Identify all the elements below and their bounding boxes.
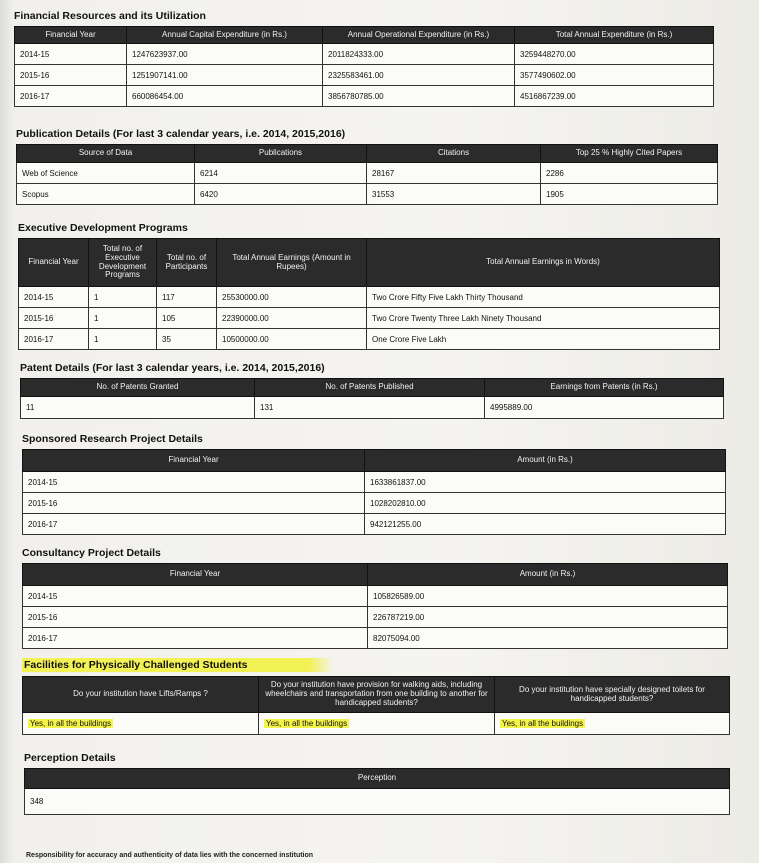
perception-title: Perception Details bbox=[24, 752, 116, 764]
publication-table bbox=[16, 144, 718, 205]
consultancy-table bbox=[22, 563, 728, 649]
sponsored-cell: 2014-15 bbox=[23, 472, 365, 493]
patent-header-published: No. of Patents Published bbox=[255, 379, 485, 397]
facilities-table bbox=[22, 676, 730, 735]
financial-section bbox=[14, 10, 714, 107]
table-row bbox=[23, 586, 728, 607]
executive-cell: 35 bbox=[157, 329, 217, 350]
executive-header-participants: Total no. of Participants bbox=[157, 239, 217, 287]
publication-header-citations: Citations bbox=[367, 145, 541, 163]
facilities-cell-toilets bbox=[495, 713, 730, 735]
publication-header-top-cited: Top 25 % Highly Cited Papers bbox=[541, 145, 718, 163]
financial-title: Financial Resources and its Utilization bbox=[14, 10, 206, 22]
executive-cell: Two Crore Twenty Three Lakh Ninety Thousand bbox=[367, 308, 720, 329]
facilities-title: Facilities for Physically Challenged Students bbox=[22, 658, 334, 672]
executive-header-year: Financial Year bbox=[19, 239, 89, 287]
executive-header-words: Total Annual Earnings in Words) bbox=[367, 239, 720, 287]
financial-cell: 2014-15 bbox=[15, 44, 127, 65]
consultancy-cell: 2016-17 bbox=[23, 628, 368, 649]
sponsored-cell: 942121255.00 bbox=[365, 514, 726, 535]
sponsored-cell: 2016-17 bbox=[23, 514, 365, 535]
executive-title: Executive Development Programs bbox=[18, 222, 188, 234]
patent-cell: 11 bbox=[21, 397, 255, 419]
financial-cell: 2015-16 bbox=[15, 65, 127, 86]
publication-header-source: Source of Data bbox=[17, 145, 195, 163]
consultancy-title: Consultancy Project Details bbox=[22, 547, 161, 559]
financial-cell: 660086454.00 bbox=[127, 86, 323, 107]
table-row bbox=[23, 713, 730, 735]
footer-note: Responsibility for accuracy and authenticity of data lies with the concerned institution bbox=[26, 852, 314, 859]
financial-cell: 3856780785.00 bbox=[323, 86, 515, 107]
financial-header-operational: Annual Operational Expenditure (in Rs.) bbox=[323, 27, 515, 44]
sponsored-cell: 1633861837.00 bbox=[365, 472, 726, 493]
financial-cell: 2016-17 bbox=[15, 86, 127, 107]
financial-table bbox=[14, 26, 714, 107]
publication-cell: 6420 bbox=[195, 184, 367, 205]
facilities-header-lifts: Do your institution have Lifts/Ramps ? bbox=[23, 677, 259, 713]
executive-cell: 22390000.00 bbox=[217, 308, 367, 329]
consultancy-cell: 2015-16 bbox=[23, 607, 368, 628]
executive-header-earnings: Total Annual Earnings (Amount in Rupees) bbox=[217, 239, 367, 287]
patent-header-granted: No. of Patents Granted bbox=[21, 379, 255, 397]
facilities-value: Yes, in all the buildings bbox=[502, 719, 584, 728]
executive-cell: 2014-15 bbox=[19, 287, 89, 308]
executive-cell: 10500000.00 bbox=[217, 329, 367, 350]
executive-cell: 117 bbox=[157, 287, 217, 308]
publication-section bbox=[16, 128, 718, 205]
facilities-section bbox=[22, 658, 730, 735]
consultancy-cell: 2014-15 bbox=[23, 586, 368, 607]
facilities-value: Yes, in all the buildings bbox=[266, 719, 348, 728]
executive-cell: 1 bbox=[89, 308, 157, 329]
consultancy-cell: 105826589.00 bbox=[368, 586, 728, 607]
publication-cell: 31553 bbox=[367, 184, 541, 205]
perception-header: Perception bbox=[25, 769, 730, 789]
table-row bbox=[15, 65, 714, 86]
executive-cell: 2016-17 bbox=[19, 329, 89, 350]
patent-title: Patent Details (For last 3 calendar years, i.e. 2014, 2015,2016) bbox=[20, 362, 325, 374]
patent-cell: 131 bbox=[255, 397, 485, 419]
table-row bbox=[15, 44, 714, 65]
financial-cell: 1251907141.00 bbox=[127, 65, 323, 86]
publication-cell: 1905 bbox=[541, 184, 718, 205]
sponsored-cell: 2015-16 bbox=[23, 493, 365, 514]
executive-cell: 2015-16 bbox=[19, 308, 89, 329]
financial-cell: 1247623937.00 bbox=[127, 44, 323, 65]
table-row bbox=[21, 397, 724, 419]
facilities-header-toilets: Do your institution have specially designed toilets for handicapped students? bbox=[495, 677, 730, 713]
executive-header-programs: Total no. of Executive Development Programs bbox=[89, 239, 157, 287]
facilities-cell-walking-aids bbox=[259, 713, 495, 735]
financial-header-capital: Annual Capital Expenditure (in Rs.) bbox=[127, 27, 323, 44]
sponsored-title: Sponsored Research Project Details bbox=[22, 433, 203, 445]
sponsored-cell: 1028202810.00 bbox=[365, 493, 726, 514]
table-row bbox=[19, 329, 720, 350]
table-row bbox=[23, 514, 726, 535]
table-row bbox=[15, 86, 714, 107]
table-row bbox=[23, 472, 726, 493]
financial-cell: 2011824333.00 bbox=[323, 44, 515, 65]
perception-cell: 348 bbox=[25, 789, 730, 815]
publication-header-publications: Publications bbox=[195, 145, 367, 163]
consultancy-section bbox=[22, 547, 728, 649]
executive-cell: 25530000.00 bbox=[217, 287, 367, 308]
financial-header-year: Financial Year bbox=[15, 27, 127, 44]
consultancy-header-year: Financial Year bbox=[23, 564, 368, 586]
facilities-value: Yes, in all the buildings bbox=[30, 719, 112, 728]
publication-cell: Scopus bbox=[17, 184, 195, 205]
patent-cell: 4995889.00 bbox=[485, 397, 724, 419]
executive-cell: 105 bbox=[157, 308, 217, 329]
executive-section bbox=[18, 222, 720, 350]
table-row bbox=[17, 184, 718, 205]
publication-title: Publication Details (For last 3 calendar years, i.e. 2014, 2015,2016) bbox=[16, 128, 346, 140]
financial-header-total: Total Annual Expenditure (in Rs.) bbox=[515, 27, 714, 44]
facilities-header-walking-aids: Do your institution have provision for walking aids, including wheelchairs and transportation from one building to another for handicapped students? bbox=[259, 677, 495, 713]
table-row bbox=[17, 163, 718, 184]
perception-section bbox=[24, 752, 730, 815]
financial-cell: 2325583461.00 bbox=[323, 65, 515, 86]
table-row bbox=[25, 789, 730, 815]
perception-table bbox=[24, 768, 730, 815]
patent-table bbox=[20, 378, 724, 419]
patent-section bbox=[20, 362, 724, 419]
publication-cell: 28167 bbox=[367, 163, 541, 184]
table-row bbox=[19, 308, 720, 329]
table-row bbox=[23, 628, 728, 649]
executive-cell: One Crore Five Lakh bbox=[367, 329, 720, 350]
table-row bbox=[19, 287, 720, 308]
executive-cell: 1 bbox=[89, 287, 157, 308]
sponsored-section bbox=[22, 433, 726, 535]
executive-cell: Two Crore Fifty Five Lakh Thirty Thousand bbox=[367, 287, 720, 308]
executive-table bbox=[18, 238, 720, 350]
facilities-cell-lifts bbox=[23, 713, 259, 735]
financial-cell: 3259448270.00 bbox=[515, 44, 714, 65]
table-row bbox=[23, 607, 728, 628]
publication-cell: Web of Science bbox=[17, 163, 195, 184]
sponsored-header-year: Financial Year bbox=[23, 450, 365, 472]
table-row bbox=[23, 493, 726, 514]
executive-cell: 1 bbox=[89, 329, 157, 350]
financial-cell: 4516867239.00 bbox=[515, 86, 714, 107]
consultancy-cell: 82075094.00 bbox=[368, 628, 728, 649]
publication-cell: 6214 bbox=[195, 163, 367, 184]
publication-cell: 2286 bbox=[541, 163, 718, 184]
financial-cell: 3577490602.00 bbox=[515, 65, 714, 86]
consultancy-cell: 226787219.00 bbox=[368, 607, 728, 628]
patent-header-earnings: Earnings from Patents (in Rs.) bbox=[485, 379, 724, 397]
sponsored-header-amount: Amount (in Rs.) bbox=[365, 450, 726, 472]
sponsored-table bbox=[22, 449, 726, 535]
consultancy-header-amount: Amount (in Rs.) bbox=[368, 564, 728, 586]
